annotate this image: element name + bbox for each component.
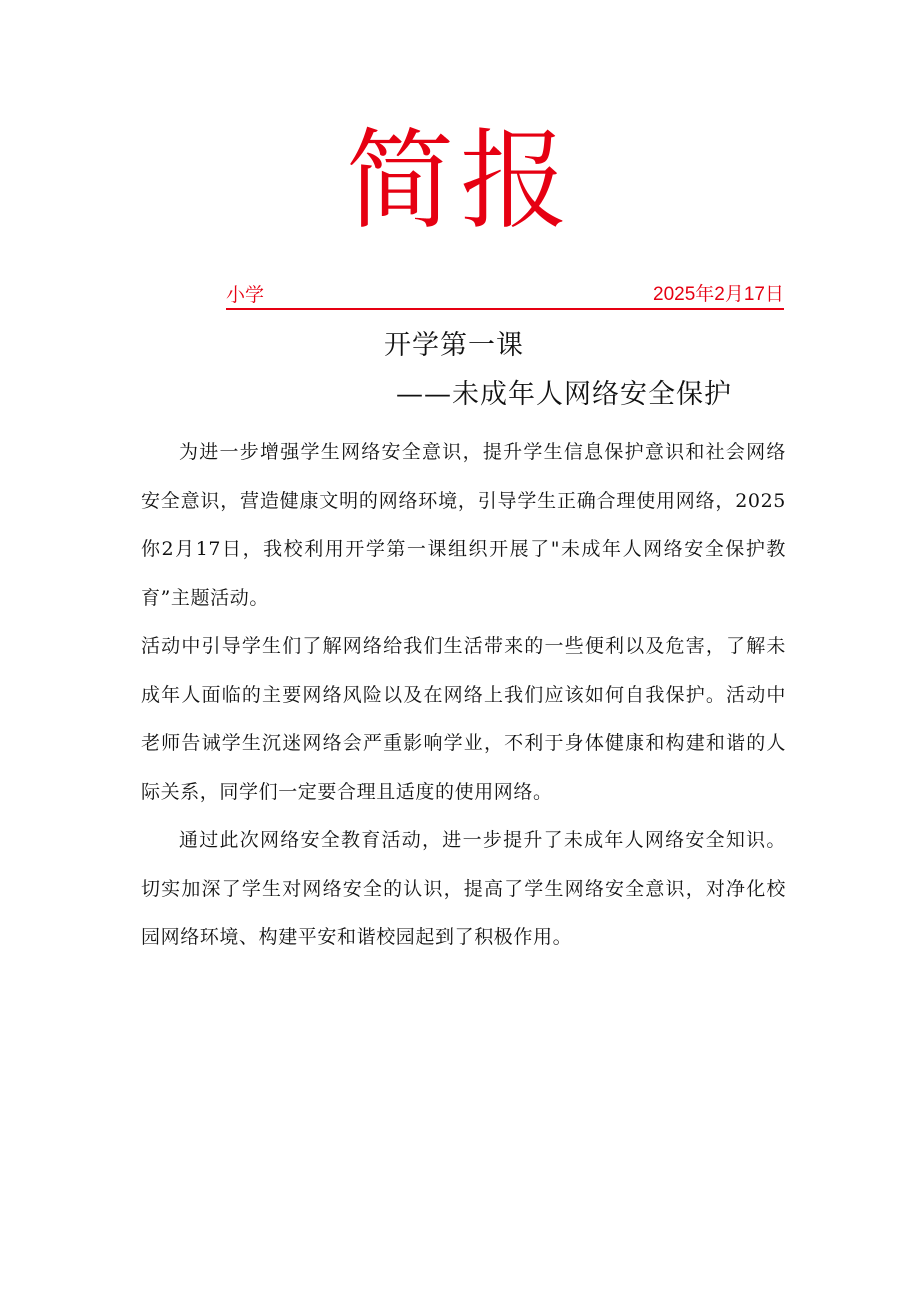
masthead-title: 简报 (345, 119, 574, 244)
issue-info-line (226, 282, 784, 310)
article-paragraph: 通过此次网络安全教育活动，进一步提升了未成年人网络安全知识。切实加深了学生对网络安全的认识，提高了学生网络安全意识，对净化校园网络环境、构建平安和谐校园起到了积极作用。 (141, 829, 786, 948)
issue-date: 2025年2月17日 (653, 284, 784, 305)
issue-school: 小学 (226, 284, 265, 306)
article-subtitle: ——未成年人网络安全保护 (396, 379, 732, 410)
article-paragraph: 活动中引导学生们了解网络给我们生活带来的一些便利以及危害，了解未成年人面临的主要网络风险以及在网络上我们应该如何自我保护。活动中老师告诫学生沉迷网络会严重影响学业，不利于身体健康和构建和谐的人际关系，同学们一定要合理且适度的使用网络。 (141, 635, 786, 803)
article-title: 开学第一课 (384, 330, 524, 361)
article-paragraph: 为进一步增强学生网络安全意识，提升学生信息保护意识和社会网络安全意识，营造健康文明的网络环境，引导学生正确合理使用网络，2025你2月17日，我校利用开学第一课组织开展了"未成年人网络安全保护教育”主题活动。 (141, 441, 786, 609)
article-body (141, 428, 786, 962)
